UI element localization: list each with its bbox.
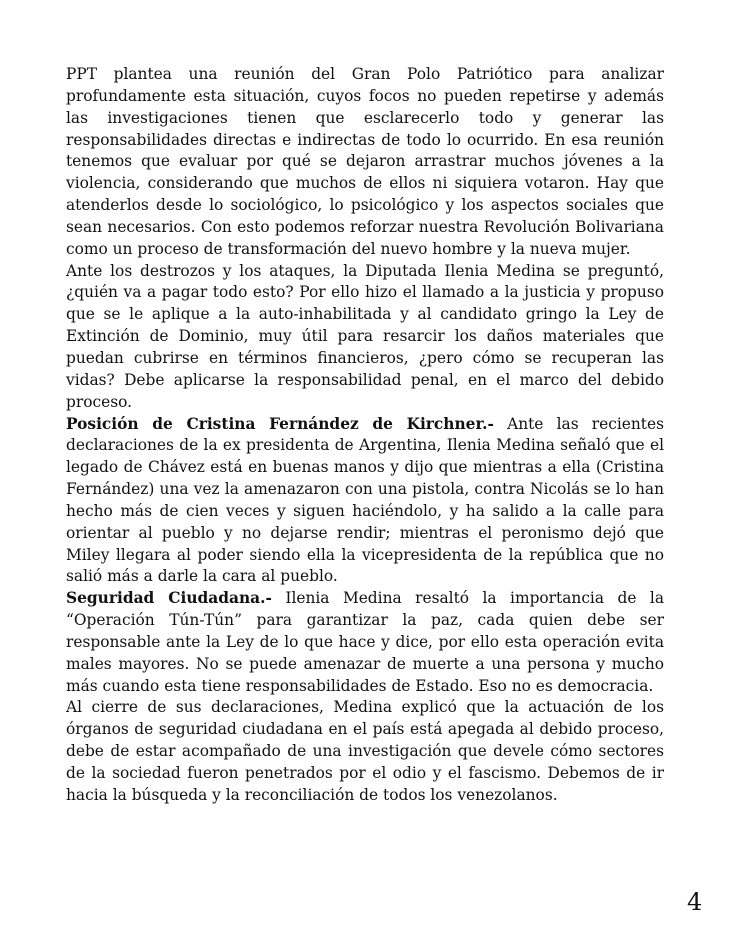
paragraph-text: Ante las recientes declaraciones de la ex presidenta de Argentina, Ilenia Medina señaló que el legado de Chávez está en buenas manos y dijo que mientras a ella (Cristina Fernández) una vez la amenazaron con una pistola, contra Nicolás se lo han hecho más de cien veces y siguen haciéndolo, y ha salido a la calle para orientar al pueblo y no dejarse rendir; mientras el peronismo dejó que Miley llegara al poder siendo ella la vicepresidenta de la república que no salió más a darle la cara al pueblo. [66, 414, 664, 586]
paragraph-text: Ante los destrozos y los ataques, la Diputada Ilenia Medina se preguntó, ¿quién va a pagar todo esto? Por ello hizo el llamado a la justicia y propuso que se le aplique a la auto-inhabilitada y al candidato gringo la Ley de Extinción de Dominio, muy útil para resarcir los daños materiales que puedan cubrirse en términos financieros, ¿pero cómo se recuperan las vidas? Debe aplicarse la responsabilidad penal, en el marco del debido proceso. [66, 261, 664, 411]
document-body [66, 64, 664, 807]
paragraph-gran-polo [66, 64, 664, 261]
paragraph-cristina-fernandez [66, 414, 664, 589]
paragraph-text: Al cierre de sus declaraciones, Medina explicó que la actuación de los órganos de seguridad ciudadana en el país está apegada al debido proceso, debe de estar acompañado de una investigación que devele cómo sectores de la sociedad fueron penetrados por el odio y el fascismo. Debemos de ir hacia la búsqueda y la reconciliación de todos los venezolanos. [66, 698, 664, 804]
paragraph-text: PPT plantea una reunión del Gran Polo Patriótico para analizar profundamente esta situación, cuyos focos no pueden repetirse y además las investigaciones tienen que esclarecerlo todo y generar las responsabilidades directas e indirectas de todo lo ocurrido. En esa reunión tenemos que evaluar por qué se dejaron arrastrar muchos jóvenes a la violencia, considerando que muchos de ellos ni siquiera votaron. Hay que atenderlos desde lo sociológico, lo psicológico y los aspectos sociales que sean necesarios. Con esto podemos reforzar nuestra Revolución Bolivariana como un proceso de transformación del nuevo hombre y la nueva mujer. [66, 65, 664, 258]
paragraph-seguridad-ciudadana [66, 588, 664, 697]
section-heading-cristina: Posición de Cristina Fernández de Kirchner.- [66, 414, 494, 433]
page-number: 4 [687, 888, 703, 916]
paragraph-text: Ilenia Medina resaltó la importancia de la “Operación Tún-Tún” para garantizar la paz, cada quien debe ser responsable ante la Ley de lo que hace y dice, por ello esta operación evita males mayores. No se puede amenazar de muerte a una persona y mucho más cuando esta tiene responsabilidades de Estado. Eso no es democracia. [66, 589, 665, 695]
paragraph-destrozos [66, 261, 664, 414]
paragraph-cierre [66, 697, 664, 806]
section-heading-seguridad: Seguridad Ciudadana.- [66, 589, 272, 608]
